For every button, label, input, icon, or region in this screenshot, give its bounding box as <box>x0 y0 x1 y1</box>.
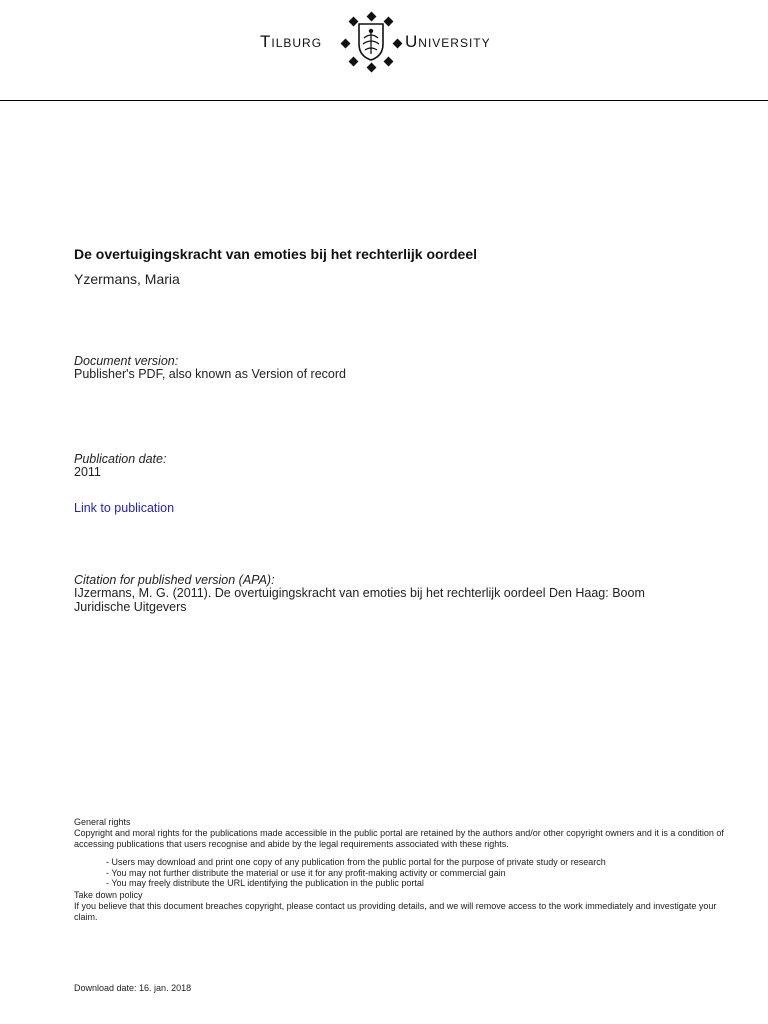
header-divider <box>0 100 768 101</box>
diamond-icon <box>341 39 351 49</box>
logo-tilburg-text: Tilburg <box>260 32 323 51</box>
general-rights-heading: General rights <box>74 817 131 827</box>
rights-bullet-list <box>106 857 606 889</box>
list-item: - Users may download and print one copy of any publication from the public portal for the purpose of private study or research <box>106 857 606 867</box>
link-to-publication[interactable]: Link to publication <box>74 501 175 515</box>
header <box>0 0 768 100</box>
download-date: Download date: 16. jan. 2018 <box>74 983 192 993</box>
document-author: Yzermans, Maria <box>74 271 180 287</box>
document-version-label: Document version: <box>74 354 179 368</box>
document-version-value: Publisher's PDF, also known as Version of record <box>74 367 346 381</box>
takedown-heading: Take down policy <box>74 890 143 900</box>
list-item: - You may freely distribute the URL identifying the publication in the public portal <box>106 878 424 888</box>
general-rights-body: Copyright and moral rights for the publications made accessible in the public portal are retained by the authors and/or other copyright owners and it is a condition of accessing publications that users recognise and abide by the legal requirements associated with these rights. <box>74 828 724 849</box>
list-item: - You may not further distribute the material or use it for any profit-making activity or commercial gain <box>106 867 506 878</box>
diamond-icon <box>367 63 377 73</box>
publication-date-value: 2011 <box>74 465 101 479</box>
takedown-body: If you believe that this document breaches copyright, please contact us providing details, and we will remove access to the work immediately and investigate your claim. <box>74 901 717 922</box>
seal-icon <box>351 18 391 62</box>
document-title: De overtuigingskracht van emoties bij het rechterlijk oordeel <box>74 246 478 262</box>
publication-date-label: Publication date: <box>74 452 167 466</box>
citation-label: Citation for published version (APA): <box>74 573 275 587</box>
logo-university-text: University <box>405 32 491 51</box>
diamond-icon <box>393 39 403 49</box>
citation-value: IJzermans, M. G. (2011). De overtuigingskracht van emoties bij het rechterlijk oordeel Den Haag: Boom Juridische Uitgevers <box>74 586 645 614</box>
